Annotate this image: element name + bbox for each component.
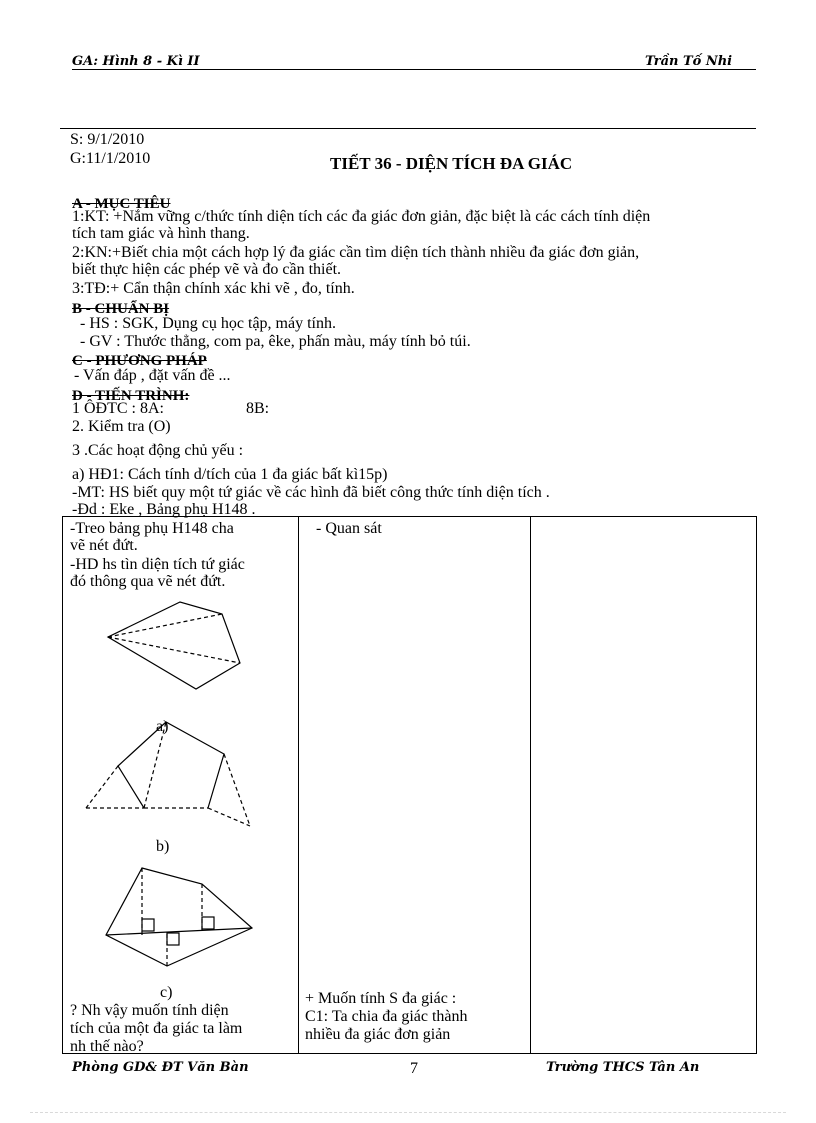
section-d-line: -Đd : Eke , Bảng phụ H148 . bbox=[72, 501, 256, 518]
col1-intro-line: -HD hs tìn diện tích tứ giác bbox=[70, 556, 245, 573]
col2-answer-line: + Muốn tính S đa giác : bbox=[305, 990, 457, 1007]
col1-question-line: nh thế nào? bbox=[70, 1038, 144, 1055]
page-edge-divider bbox=[30, 1112, 786, 1113]
col1-question-line: ? Nh vậy muốn tính diện bbox=[70, 1002, 229, 1019]
col1-intro-line: -Treo bảng phụ H148 cha bbox=[70, 520, 234, 537]
footer-left: Phòng GD& ĐT Văn Bàn bbox=[72, 1060, 249, 1075]
section-a-line: tích tam giác và hình thang. bbox=[72, 225, 250, 242]
caption-a: a) bbox=[156, 718, 169, 735]
header-right: Trần Tố Nhi bbox=[645, 54, 733, 69]
section-d-class-b: 8B: bbox=[246, 400, 270, 417]
section-a-line: biết thực hiện các phép vẽ và đo cần thiết. bbox=[72, 261, 342, 278]
col2-observe: - Quan sát bbox=[316, 520, 382, 537]
section-b-heading: B - CHUẨN BỊ bbox=[72, 301, 170, 317]
section-c-line: - Vấn đáp , đặt vấn đề ... bbox=[74, 367, 231, 384]
page-number: 7 bbox=[410, 1060, 418, 1077]
section-d-heading: D - TIẾN TRÌNH: bbox=[72, 388, 190, 404]
section-d-line: 3 .Các hoạt động chủ yếu : bbox=[72, 442, 244, 459]
section-a-line: 1:KT: +Nắm vững c/thức tính diện tích các đa giác đơn giản, đặc biệt là các cách tính diện bbox=[72, 208, 651, 225]
col1-intro-line: vẽ nét đứt. bbox=[70, 537, 138, 554]
section-b-line: - HS : SGK, Dụng cụ học tập, máy tính. bbox=[80, 315, 336, 332]
section-a-line: 3:TĐ:+ Cẩn thận chính xác khi vẽ , đo, tính. bbox=[72, 280, 355, 297]
notes-column bbox=[531, 517, 757, 1054]
section-c-heading: C - PHƯƠNG PHÁP bbox=[72, 353, 207, 369]
header-rule bbox=[72, 69, 756, 70]
section-d-class-a: 1 ÔĐTC : 8A: bbox=[72, 400, 164, 417]
col1-question-line: tích của một đa giác ta làm bbox=[70, 1020, 243, 1037]
date-giang: G:11/1/2010 bbox=[70, 150, 151, 167]
top-rule bbox=[60, 128, 756, 129]
section-b-line: - GV : Thước thẳng, com pa, êke, phấn màu, máy tính bỏ túi. bbox=[80, 333, 471, 350]
section-a-line: 2:KN:+Biết chia một cách hợp lý đa giác cần tìm diện tích thành nhiều đa giác đơn giản, bbox=[72, 244, 640, 261]
footer-right: Trường THCS Tân An bbox=[546, 1060, 700, 1075]
section-d-line: a) HĐ1: Cách tính d/tích của 1 đa giác bất kì15p) bbox=[72, 466, 388, 483]
section-d-line: -MT: HS biết quy một tứ giác về các hình đã biết công thức tính diện tích . bbox=[72, 484, 550, 501]
section-d-line: 2. Kiểm tra (O) bbox=[72, 418, 171, 435]
caption-c: c) bbox=[160, 984, 173, 1001]
col1-intro-line: đó thông qua vẽ nét đứt. bbox=[70, 573, 226, 590]
page-title: TIẾT 36 - DIỆN TÍCH ĐA GIÁC bbox=[330, 154, 573, 173]
student-column bbox=[299, 517, 531, 1054]
figure-c-polygon bbox=[106, 868, 252, 966]
col2-answer-line: nhiều đa giác đơn giản bbox=[305, 1026, 451, 1043]
col2-answer-line: C1: Ta chia đa giác thành bbox=[305, 1008, 468, 1025]
figure-b-pentagon bbox=[86, 722, 250, 826]
section-a-heading: A - MỤC TIÊU bbox=[72, 196, 171, 212]
figure-h148 bbox=[62, 590, 298, 970]
date-soan: S: 9/1/2010 bbox=[70, 131, 145, 148]
figure-a-pentagon bbox=[108, 602, 240, 689]
header-left: GA: Hình 8 - Kì II bbox=[72, 54, 200, 69]
caption-b: b) bbox=[156, 838, 170, 855]
